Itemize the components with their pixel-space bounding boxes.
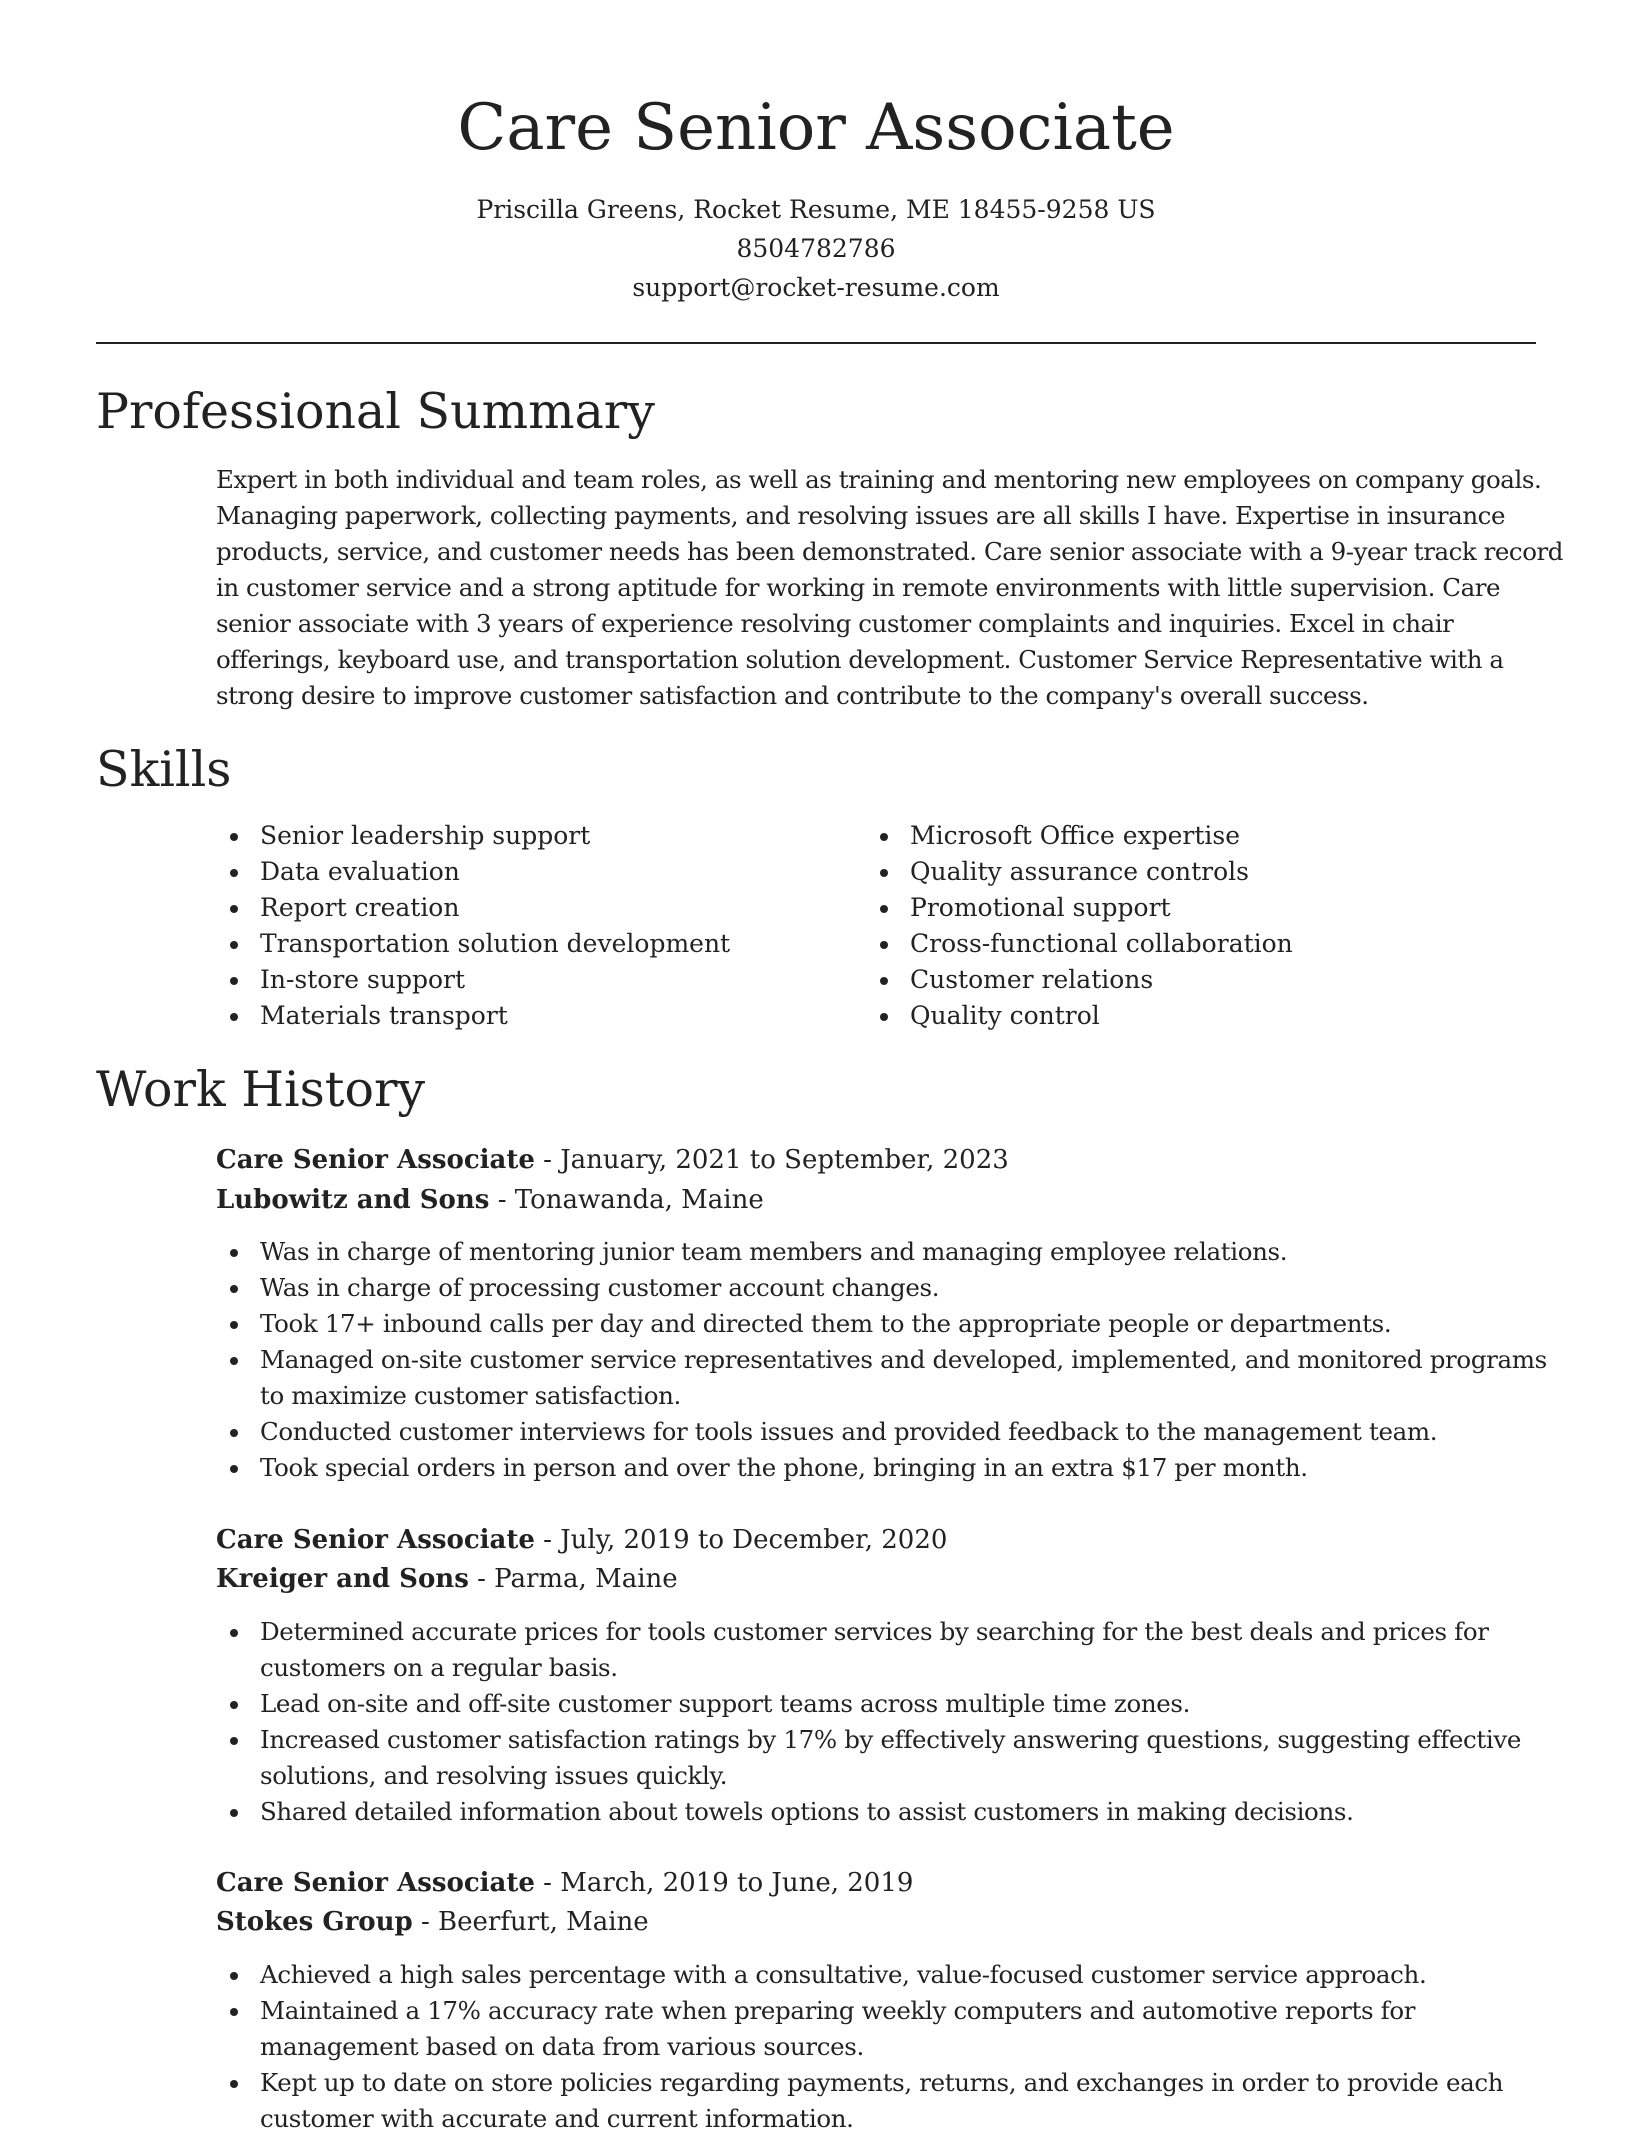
job-bullet [216,1957,1552,1993]
job-1-bullets [216,1234,1552,1486]
bullet-line: customer with accurate and current information. [260,2104,854,2133]
summary-line: products, service, and customer needs has been demonstrated. Care senior associate with a 9-year track record [216,537,1563,566]
skill-item: Promotional support [866,890,1293,926]
skill-item: Materials transport [216,998,730,1034]
job-2-bullets [216,1614,1552,1830]
bullet-line: Conducted customer interviews for tools issues and provided feedback to the management team. [260,1417,1438,1446]
job-bullet [216,1414,1552,1450]
job-employer: Stokes Group [216,1907,413,1937]
skill-item: Microsoft Office expertise [866,818,1293,854]
job-bullet [216,1234,1552,1270]
skills-list-right [866,818,1293,1034]
summary-line: senior associate with 3 years of experience resolving customer complaints and inquiries. Excel in chair [216,609,1454,638]
job-bullet [216,1342,1552,1414]
job-2-employer-line [216,1559,678,1599]
bullet-line: solutions, and resolving issues quickly. [260,1761,728,1790]
contact-email: support@rocket-resume.com [632,273,1000,302]
job-employer: Kreiger and Sons [216,1564,469,1594]
job-3-title-line [216,1863,913,1903]
job-1-title-line [216,1140,1009,1180]
skill-item: Quality assurance controls [866,854,1293,890]
summary-line: strong desire to improve customer satisfaction and contribute to the company's overall success. [216,681,1369,710]
header-divider [96,342,1536,344]
skill-item: Customer relations [866,962,1293,998]
job-3-bullets [216,1957,1552,2137]
job-1-employer-line [216,1180,764,1220]
job-bullet [216,1450,1552,1486]
skills-list-left [216,818,730,1034]
skill-item: Transportation solution development [216,926,730,962]
contact-block [0,190,1632,307]
job-bullet [216,1993,1552,2065]
bullet-line: management based on data from various sources. [260,2032,864,2061]
bullet-line: Managed on-site customer service representatives and developed, implemented, and monitored programs [260,1345,1547,1374]
summary-text [216,462,1563,714]
bullet-line: customers on a regular basis. [260,1653,618,1682]
summary-line: Expert in both individual and team roles, as well as training and mentoring new employees on company goals. [216,465,1542,494]
job-dates: - January, 2021 to September, 2023 [534,1145,1009,1175]
bullet-line: Shared detailed information about towels options to assist customers in making decisions. [260,1797,1354,1826]
bullet-line: Was in charge of mentoring junior team members and managing employee relations. [260,1237,1288,1266]
job-dates: - July, 2019 to December, 2020 [534,1525,948,1555]
job-bullet [216,1722,1552,1794]
job-2-title-line [216,1520,947,1560]
bullet-line: Increased customer satisfaction ratings by 17% by effectively answering questions, suggesting effective [260,1725,1521,1754]
job-3-employer-line [216,1902,649,1942]
skill-item: Report creation [216,890,730,926]
job-role: Care Senior Associate [216,1525,535,1555]
job-bullet [216,1306,1552,1342]
job-bullet [216,1614,1552,1686]
bullet-line: Maintained a 17% accuracy rate when preparing weekly computers and automotive reports for [260,1996,1416,2025]
summary-line: offerings, keyboard use, and transportation solution development. Customer Service Representative with a [216,645,1504,674]
bullet-line: Took special orders in person and over the phone, bringing in an extra $17 per month. [260,1453,1308,1482]
bullet-line: Took 17+ inbound calls per day and directed them to the appropriate people or departments. [260,1309,1392,1338]
work-heading: Work History [96,1061,426,1118]
job-bullet [216,2065,1552,2137]
job-role: Care Senior Associate [216,1145,535,1175]
contact-address: Priscilla Greens, Rocket Resume, ME 18455-9258 US [476,195,1156,224]
job-employer: Lubowitz and Sons [216,1185,490,1215]
bullet-line: Was in charge of processing customer account changes. [260,1273,940,1302]
summary-heading: Professional Summary [96,383,655,440]
bullet-line: to maximize customer satisfaction. [260,1381,681,1410]
contact-phone: 8504782786 [736,234,896,263]
job-location: - Tonawanda, Maine [489,1185,764,1215]
bullet-line: Lead on-site and off-site customer support teams across multiple time zones. [260,1689,1191,1718]
job-dates: - March, 2019 to June, 2019 [534,1868,914,1898]
skill-item: Senior leadership support [216,818,730,854]
job-bullet [216,1686,1552,1722]
summary-line: Managing paperwork, collecting payments, and resolving issues are all skills I have. Expertise in insurance [216,501,1505,530]
skill-item: Quality control [866,998,1293,1034]
summary-line: in customer service and a strong aptitude for working in remote environments with little supervision. Care [216,573,1501,602]
skill-item: Data evaluation [216,854,730,890]
job-location: - Beerfurt, Maine [412,1907,649,1937]
job-bullet [216,1794,1552,1830]
job-location: - Parma, Maine [468,1564,678,1594]
resume-name: Care Senior Associate [457,91,1175,165]
bullet-line: Achieved a high sales percentage with a consultative, value-focused customer service approach. [260,1960,1427,1989]
bullet-line: Kept up to date on store policies regarding payments, returns, and exchanges in order to provide each [260,2068,1504,2097]
skill-item: In-store support [216,962,730,998]
skill-item: Cross-functional collaboration [866,926,1293,962]
bullet-line: Determined accurate prices for tools customer services by searching for the best deals and prices for [260,1617,1489,1646]
skills-heading: Skills [96,741,232,798]
job-role: Care Senior Associate [216,1868,535,1898]
job-bullet [216,1270,1552,1306]
